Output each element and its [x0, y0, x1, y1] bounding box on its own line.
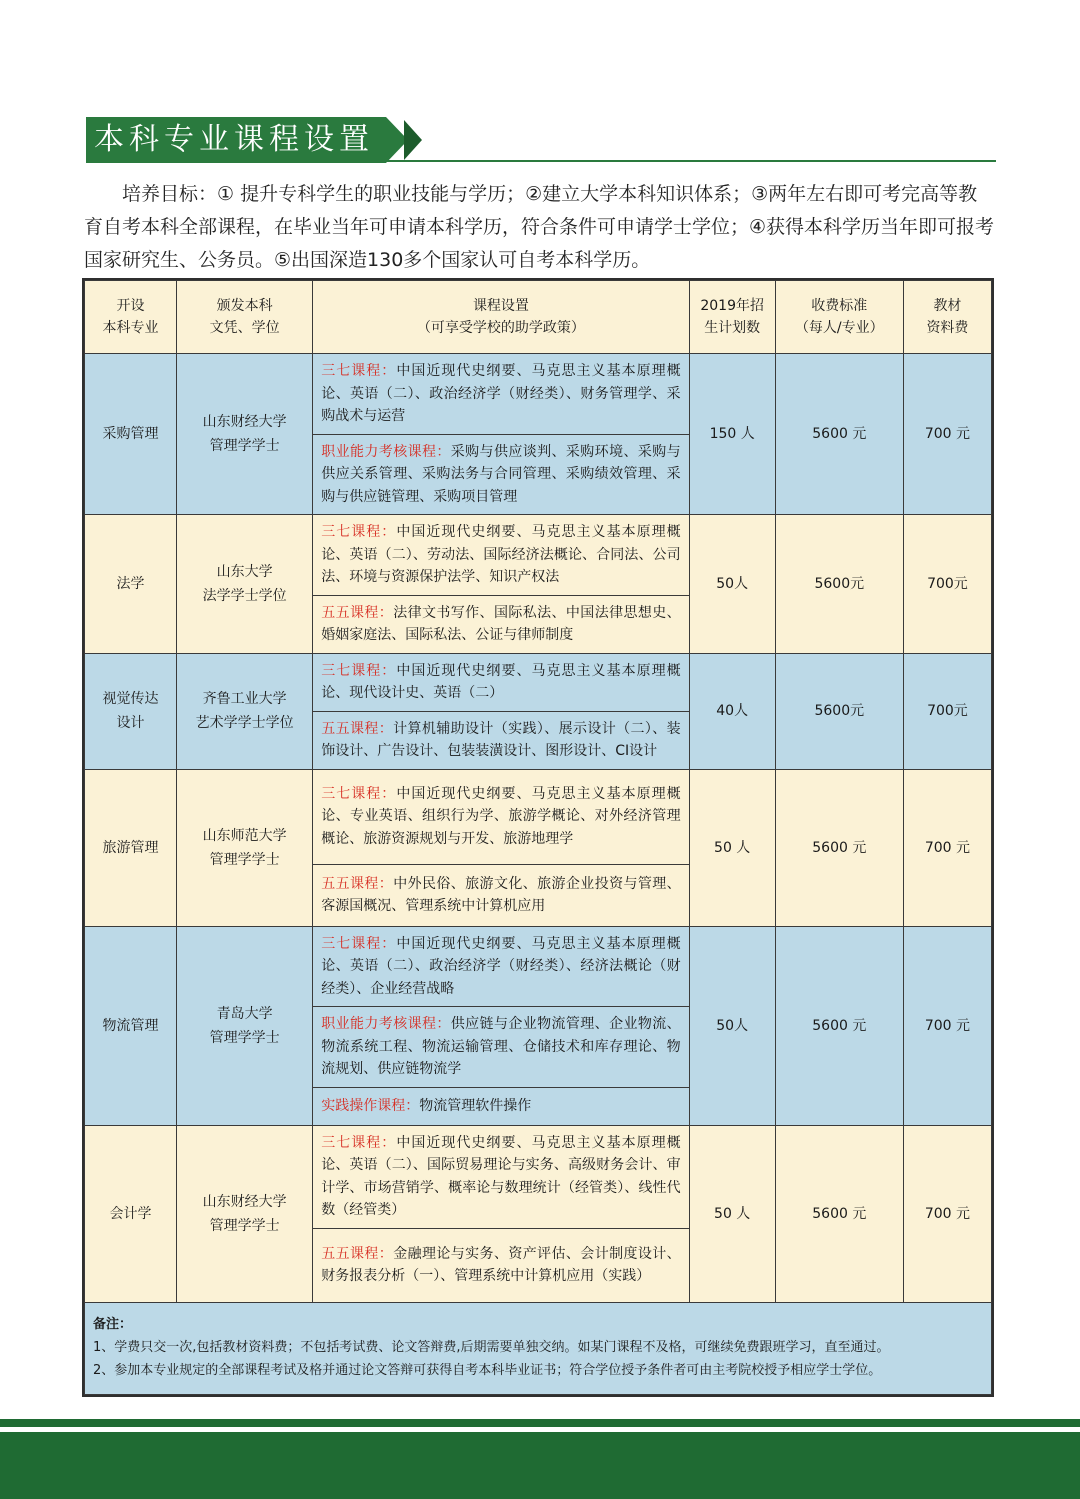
course-list: 计算机辅助设计（实践）、展示设计（二）、装饰设计、广告设计、包装装潢设计、图形设计、CI设计 — [321, 720, 681, 759]
degree-cell — [177, 926, 313, 1125]
degree-cell — [177, 653, 313, 769]
degree-line: 管理学学士 — [209, 438, 280, 454]
notes-title: 备注： — [93, 1316, 133, 1332]
course-cell — [313, 595, 689, 653]
degree-line: 法学学士学位 — [202, 587, 287, 604]
major-cell — [85, 1125, 177, 1302]
plan-cell: 50 人 — [689, 1125, 775, 1302]
course-category-label: 五五课程： — [321, 604, 394, 621]
material-cell: 700元 — [903, 515, 991, 654]
fee-cell: 5600 元 — [775, 926, 903, 1125]
course-category-label: 实践操作课程： — [321, 1097, 420, 1114]
degree-line: 管理学学士 — [209, 851, 280, 868]
course-list: 中外民俗、旅游文化、旅游企业投资与管理、客源国概况、管理系统中计算机应用 — [321, 875, 681, 914]
course-list: 中国近现代史纲要、马克思主义基本原理概论、英语（二）、劳动法、国际经济法概论、合同法、公司法、环境与资源保护法学、知识产权法 — [321, 524, 681, 585]
header-fee: 收费标准 （每人/专业） — [775, 281, 903, 354]
course-list: 中国近现代史纲要、马克思主义基本原理概论、英语（二）、政治经济学（财经类）、经济法概论（财经类）、企业经营战略 — [321, 935, 681, 997]
note-item-2: 2、参加本专业规定的全部课程考试及格并通过论文答辩可获得自考本科毕业证书；符合学位授予条件者可由主考院校授予相应学士学位。 — [93, 1362, 882, 1378]
major-cell — [85, 515, 177, 654]
plan-cell: 50人 — [689, 515, 775, 654]
course-category-label: 三七课程： — [321, 662, 397, 679]
course-cell — [313, 711, 689, 769]
footer-stripe-thin — [0, 1419, 1080, 1427]
course-category-label: 三七课程： — [321, 1134, 397, 1151]
header-major: 开设 本科专业 — [85, 281, 177, 354]
table-header-row — [85, 281, 992, 354]
course-list: 中国近现代史纲要、马克思主义基本原理概论、现代设计史、英语（二） — [321, 662, 681, 701]
plan-cell: 40人 — [689, 653, 775, 769]
course-category-label: 职业能力考核课程： — [321, 1016, 451, 1032]
plan-cell: 50人 — [689, 926, 775, 1125]
course-category-label: 三七课程： — [321, 363, 397, 379]
course-list: 中国近现代史纲要、马克思主义基本原理概论、专业英语、组织行为学、旅游学概论、对外经济管理概论、旅游资源规划与开发、旅游地理学 — [321, 785, 681, 847]
section-banner — [86, 117, 416, 163]
course-category-label: 三七课程： — [321, 785, 397, 802]
course-cell — [313, 653, 689, 711]
major-cell — [85, 653, 177, 769]
table-row — [85, 1125, 992, 1228]
course-cell — [313, 1125, 689, 1228]
course-list: 法律文书写作、国际私法、中国法律思想史、婚姻家庭法、国际私法、公证与律师制度 — [321, 604, 681, 643]
material-cell: 700 元 — [903, 354, 991, 515]
major-name: 视觉传达 — [102, 691, 159, 707]
degree-line: 山东师范大学 — [202, 827, 287, 844]
degree-line: 管理学学士 — [209, 1217, 280, 1234]
table-row — [85, 653, 992, 711]
degree-line: 管理学学士 — [209, 1029, 280, 1046]
degree-cell — [177, 515, 313, 654]
degree-line: 山东财经大学 — [202, 1193, 287, 1210]
major-name: 设计 — [116, 715, 145, 731]
major-cell — [85, 769, 177, 926]
fee-cell: 5600 元 — [775, 769, 903, 926]
intro-paragraph — [84, 178, 996, 277]
degree-cell — [177, 769, 313, 926]
fee-cell: 5600元 — [775, 653, 903, 769]
degree-line: 山东大学 — [216, 563, 273, 580]
major-name: 物流管理 — [102, 1017, 159, 1034]
major-name: 法学 — [116, 575, 145, 592]
table-row — [85, 354, 992, 435]
course-category-label: 三七课程： — [321, 524, 397, 540]
course-cell — [313, 864, 689, 926]
degree-line: 艺术学学士学位 — [195, 715, 294, 731]
course-cell — [313, 515, 689, 596]
course-cell — [313, 1228, 689, 1302]
material-cell: 700 元 — [903, 926, 991, 1125]
intro-text: 培养目标：① 提升专科学生的职业技能与学历；②建立大学本科知识体系；③两年左右即可考完高等教育自考本科全部课程，在毕业当年可申请本科学历，符合条件可申请学士学位；④获得本科学历当年即可报考国家研究生、公务员。⑤出国深造130多个国家认可自考本科学历。 — [84, 183, 995, 271]
course-table — [82, 278, 994, 1397]
material-cell: 700 元 — [903, 769, 991, 926]
course-list: 采购与供应谈判、采购环境、采购与供应关系管理、采购法务与合同管理、采购绩效管理、采购与供应链管理、采购项目管理 — [321, 443, 681, 505]
note-item-1: 1、学费只交一次,包括教材资料费；不包括考试费、论文答辩费,后期需要单独交纳。如某门课程不及格，可继续免费跟班学习，直至通过。 — [93, 1339, 890, 1355]
fee-cell: 5600 元 — [775, 1125, 903, 1302]
plan-cell: 50 人 — [689, 769, 775, 926]
course-cell — [313, 926, 689, 1007]
course-list: 金融理论与实务、资产评估、会计制度设计、财务报表分析（一）、管理系统中计算机应用（实践） — [321, 1245, 681, 1284]
notes-cell — [85, 1302, 992, 1394]
header-plan: 2019年招 生计划数 — [689, 281, 775, 354]
section-title: 本科专业课程设置 — [94, 122, 374, 157]
degree-line: 青岛大学 — [216, 1005, 273, 1022]
header-degree: 颁发本科 文凭、学位 — [177, 281, 313, 354]
table-row — [85, 769, 992, 864]
notes-row — [85, 1302, 992, 1394]
course-list: 物流管理软件操作 — [419, 1097, 532, 1114]
fee-cell: 5600 元 — [775, 354, 903, 515]
degree-line: 山东财经大学 — [202, 414, 287, 430]
degree-cell — [177, 1125, 313, 1302]
course-cell — [313, 434, 689, 515]
material-cell: 700 元 — [903, 1125, 991, 1302]
course-cell — [313, 1087, 689, 1125]
table-body — [85, 354, 992, 1303]
header-material: 教材 资料费 — [903, 281, 991, 354]
fee-cell: 5600元 — [775, 515, 903, 654]
course-cell — [313, 1007, 689, 1088]
major-name: 会计学 — [109, 1205, 152, 1222]
course-list: 中国近现代史纲要、马克思主义基本原理概论、英语（二）、国际贸易理论与实务、高级财务会计、审计学、市场营销学、概率论与数理统计（经管类）、线性代数（经管类） — [321, 1134, 681, 1218]
course-category-label: 五五课程： — [321, 720, 394, 737]
major-name: 采购管理 — [102, 426, 159, 442]
major-cell — [85, 926, 177, 1125]
course-category-label: 职业能力考核课程： — [321, 443, 451, 460]
plan-cell: 150 人 — [689, 354, 775, 515]
material-cell: 700元 — [903, 653, 991, 769]
degree-line: 齐鲁工业大学 — [202, 691, 287, 707]
major-cell — [85, 354, 177, 515]
course-category-label: 三七课程： — [321, 935, 397, 952]
degree-cell — [177, 354, 313, 515]
table-row — [85, 926, 992, 1007]
footer-stripe-thick — [0, 1432, 1080, 1499]
course-category-label: 五五课程： — [321, 875, 394, 892]
course-list: 中国近现代史纲要、马克思主义基本原理概论、英语（二）、政治经济学（财经类）、财务管理学、采购战术与运营 — [321, 363, 681, 424]
header-rule — [86, 160, 996, 162]
course-category-label: 五五课程： — [321, 1245, 394, 1262]
course-list: 供应链与企业物流管理、企业物流、物流系统工程、物流运输管理、仓储技术和库存理论、物流规划、供应链物流学 — [321, 1016, 681, 1077]
course-cell — [313, 354, 689, 435]
header-courses: 课程设置 （可享受学校的助学政策） — [313, 281, 689, 354]
table-row — [85, 515, 992, 596]
major-name: 旅游管理 — [102, 839, 159, 856]
course-cell — [313, 769, 689, 864]
